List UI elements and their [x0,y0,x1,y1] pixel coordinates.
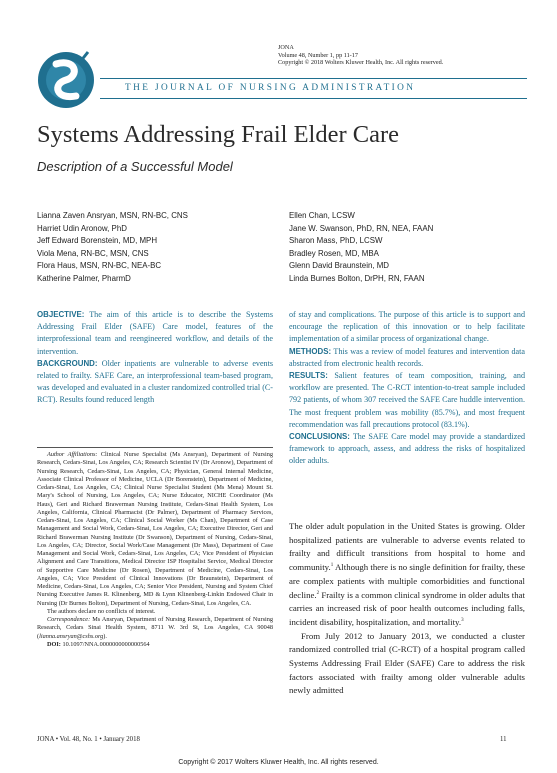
correspondence-label: Correspondence: [47,616,91,623]
methods-text: This was a review of model features and intervention data abstracted from electronic health records. [289,346,525,368]
abstract-left [37,309,273,407]
publication-info [278,44,443,67]
correspondence-text: Ms Ansryan, Department of Nursing Research, Department of Nursing Research, Cedars Sinai Health System, 8711 W. 3rd St, Los Angeles, CA 90048 ( [37,616,273,640]
copyright-line: Copyright © 2018 Wolters Kluwer Health, Inc. All rights reserved. [278,59,444,67]
body-paragraph-1 [289,520,525,630]
correspondence-end: ). [103,632,107,640]
abstract-right [289,309,525,468]
abstract-results [289,370,525,431]
abstract-background [37,358,273,407]
page-number: 11 [500,736,507,743]
author: Jeff Edward Borenstein, MD, MPH [37,236,158,246]
author: Viola Mena, RN-BC, MSN, CNS [37,248,149,258]
doi-label: DOI: [47,640,61,648]
body-text-span: The older adult population in the United States is growing. Older hospitalized patients are vulnerable to adverse events related to frailty and difficult transitions from hospital to home and community. [289,521,525,573]
objective-text: The aim of this article is to describe the Systems Addressing Frail Elder (SAFE) Care model, features of the interprofessional team and reengineered workflow, and details of the intervention. [37,310,273,356]
methods-label: METHODS: [289,346,332,356]
conclusions-label: CONCLUSIONS: [289,432,350,442]
author: Sharon Mass, PhD, LCSW [289,236,383,246]
author: Katherine Palmer, PharmD [37,273,131,283]
author: Lianna Zaven Ansryan, MSN, RN-BC, CNS [37,211,188,220]
author: Bradley Rosen, MD, MBA [289,248,379,258]
author: Linda Burnes Bolton, DrPH, RN, FAAN [289,273,425,283]
footer-citation: JONA • Vol. 48, No. 1 • January 2018 [37,736,140,743]
objective-label: OBJECTIVE: [37,310,85,319]
authors-right [289,210,525,286]
background-continued: of stay and complications. The purpose of this article is to support and encourage the replication of this innovation or to help facilitate implementation of a similar process of organizational change. [289,310,525,344]
affiliations-label: Author Affiliations: [47,451,98,458]
body-paragraph-2: From July 2012 to January 2013, we conducted a cluster randomized controlled trial (C-RCT) of a hospital program called Systems Addressing Frail Elder (SAFE) Care to address the risk factors associated with frailty among older vulnerable adults newly admitted [289,630,525,696]
volume-line: Volume 48, Number 1, pp 11-17 [278,51,358,59]
affiliations-paragraph [37,451,273,608]
background-text: Older inpatients are vulnerable to adverse events related to frailty. SAFE Care, an interprofessional team-based program, was developed and evaluated in a cluster randomized controlled trial (C-RCT). Results found reduced length [37,358,273,405]
author: Jane W. Swanson, PhD, RN, NEA, FAAN [289,223,434,233]
doi-line [37,641,273,649]
doi-text: 10.1097/NNA.0000000000000564 [60,640,150,648]
author: Flora Haus, MSN, RN-BC, NEA-BC [37,261,162,271]
affiliations-text: Clinical Nurse Specialist (Ms Ansryan), Department of Nursing Research, Cedars-Sinai, Los Angeles, CA; Research Scientist IV (Dr Aronow), Department of Nursing Research, Cedars-Sinai, Los Angeles, CA; Physician, General Internal Medicine, Associate Clinical Professor of Medicine, UCLA (Dr Borenstein), Department of Medicine, Cedars-Sinai, Los Angeles, CA; Clinical Nurse Specialist Student (Ms Mena) Mount St. Mary's School of Nursing, Los Angeles, CA; Nurse Educator, NICHE Coordinator (Ms Haus), Geri and Richard Brawerman Nursing Institute, Cedars-Sinai Health System, Los Angeles, California, Clinical Pharmacist (Dr Palmer), Department of Pharmacy Services, Cedars-Sinai, Los Angeles, CA; Clinical Social Worker (Ms Chan), Department of Case Management and Social Work, Cedars-Sinai, Los Angeles, CA; Executive Director, Geri and Richard Brawerman Nursing Institute (Dr Swanson), Department of Nursing, Cedars-Sinai, Los Angeles, CA; Director, Social Work/Case Management (Dr Mass), Department of Case Management and Social Work, Cedars-Sinai, Los Angeles, CA; Vice President of Physician Alignment and Care Transitions, Medical Director ISP Hospitalist Service, Medical Director of Supportive Care Medicine (Dr Rosen), Department of Medicine, Cedars-Sinai, Los Angeles, CA; Vice President of Clinical Innovations (Dr Braunstein), Department of Medicine, Cedars-Sinai, Los Angeles, CA; Senior Vice President, Nursing and System Chief Nursing Executive James R. Klinenberg, MD & Lynn Klinenberg-Linkin Endowed Chair in Nursing (Dr Burnes Bolton), Department of Nursing, Cedars-Sinai, Los Angeles, CA. [37,451,273,607]
author: Glenn David Braunstein, MD [289,261,389,271]
results-label: RESULTS: [289,371,328,381]
reference-1: 1 [330,563,334,569]
journal-logo [30,38,112,120]
correspondence [37,616,273,641]
footer-copyright: Copyright © 2017 Wolters Kluwer Health, Inc. All rights reserved. [178,759,379,766]
conflicts-statement: The authors declare no conflicts of interest. [47,607,156,615]
correspondence-email[interactable]: lianna.ansryan@cshs.org [39,632,104,640]
authors-left [37,210,273,286]
header-rule-top [100,78,527,79]
body-text-span: Frailty is a common clinical syndrome in older adults that carries an increased risk of poor health outcomes including falls, incident disability, hospitalization, and mortality. [289,589,525,627]
reference-3: 3 [461,618,464,623]
conclusions-text: The SAFE Care model may provide a standardized framework to approach, assess, and address the risks of hospitalized older adults. [289,432,525,466]
journal-name: THE JOURNAL OF NURSING ADMINISTRATION [125,83,416,93]
background-label: BACKGROUND: [37,358,98,368]
article-subtitle: Description of a Successful Model [37,159,233,174]
abstract-methods [289,346,525,370]
body-text [289,520,525,698]
header-rule-bottom [100,98,527,99]
author-affiliations [37,451,273,649]
abstract-conclusions [289,431,525,468]
body-text-span: Although there is no single definition for frailty, these are complex patients with multiple comorbidities and functional decline. [289,562,525,600]
article-title: Systems Addressing Frail Elder Care [37,121,400,148]
author: Harriet Udin Aronow, PhD [37,223,127,233]
results-text: Salient features of team composition, training, and workflow are presented. The C-RCT intention-to-treat sample included 792 patients, of whom 307 received the SAFE Care huddle intervention. The most frequent problem was mobility (85.7%), and most frequent recommendation was fall precautions protocol (83.1%). [289,371,525,429]
footnote-rule [37,447,273,448]
reference-2: 2 [316,590,320,596]
author: Ellen Chan, LCSW [289,211,355,220]
abstract-objective [37,309,273,358]
journal-short: JONA [278,44,294,51]
